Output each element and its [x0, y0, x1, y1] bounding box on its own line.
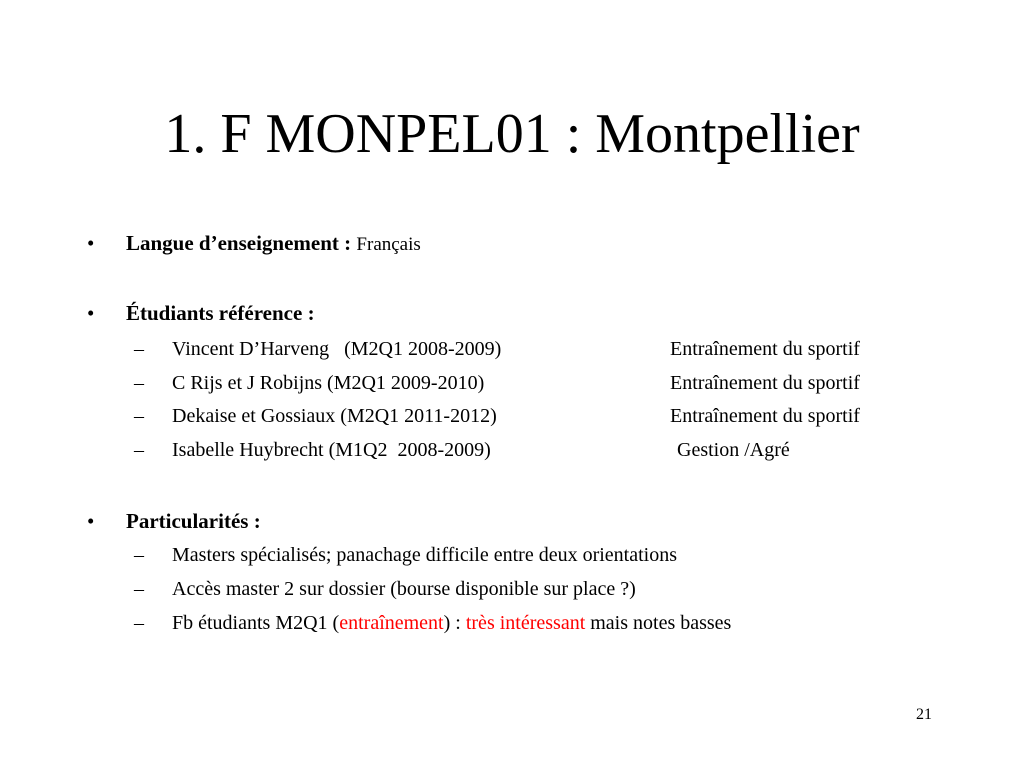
bullet-marker: •	[87, 301, 95, 325]
langue-label: Langue d’enseignement :	[126, 231, 352, 255]
etudiant-item	[134, 403, 860, 429]
feedback-highlight-entrainement: entraînement	[339, 612, 444, 634]
etudiant-name: Dekaise et Gossiaux (M2Q1 2011-2012)	[172, 405, 497, 427]
particularites-label: Particularités :	[126, 509, 261, 533]
particularite-item	[134, 576, 636, 602]
bullet-marker: •	[87, 509, 95, 533]
bullet-langue	[87, 229, 421, 259]
sub-marker: –	[134, 578, 144, 600]
bullet-etudiants	[87, 299, 315, 327]
etudiant-item	[134, 370, 860, 396]
particularite-text: Accès master 2 sur dossier (bourse disponible sur place ?)	[172, 578, 636, 600]
bullet-particularites	[87, 507, 261, 535]
etudiant-item	[134, 336, 860, 362]
particularite-text: Masters spécialisés; panachage difficile entre deux orientations	[172, 544, 677, 566]
sub-marker: –	[134, 439, 144, 461]
etudiant-name: Vincent D’Harveng (M2Q1 2008-2009)	[172, 338, 502, 360]
page-number: 21	[916, 706, 932, 723]
sub-marker: –	[134, 372, 144, 394]
etudiant-name: C Rijs et J Robijns (M2Q1 2009-2010)	[172, 372, 485, 394]
langue-value: Français	[356, 234, 421, 255]
etudiant-name: Isabelle Huybrecht (M1Q2 2008-2009)	[172, 439, 491, 461]
feedback-suffix: mais notes basses	[585, 612, 732, 634]
etudiant-program: Entraînement du sportif	[670, 405, 860, 427]
slide-title: 1. F MONPEL01 : Montpellier	[164, 103, 860, 165]
etudiant-program: Gestion /Agré	[677, 439, 790, 461]
particularite-item	[134, 542, 677, 568]
feedback-mid: ) :	[443, 612, 466, 634]
feedback-item	[134, 610, 731, 636]
feedback-prefix: Fb étudiants M2Q1 (	[172, 612, 340, 634]
etudiant-program: Entraînement du sportif	[670, 372, 860, 394]
sub-marker: –	[134, 405, 144, 427]
etudiant-item	[134, 437, 790, 463]
etudiant-program: Entraînement du sportif	[670, 338, 860, 360]
bullet-marker: •	[87, 231, 95, 255]
feedback-highlight-interessant: très intéressant	[465, 612, 586, 634]
sub-marker: –	[134, 612, 144, 634]
sub-marker: –	[134, 338, 144, 360]
etudiants-label: Étudiants référence :	[126, 301, 315, 325]
sub-marker: –	[134, 544, 144, 566]
